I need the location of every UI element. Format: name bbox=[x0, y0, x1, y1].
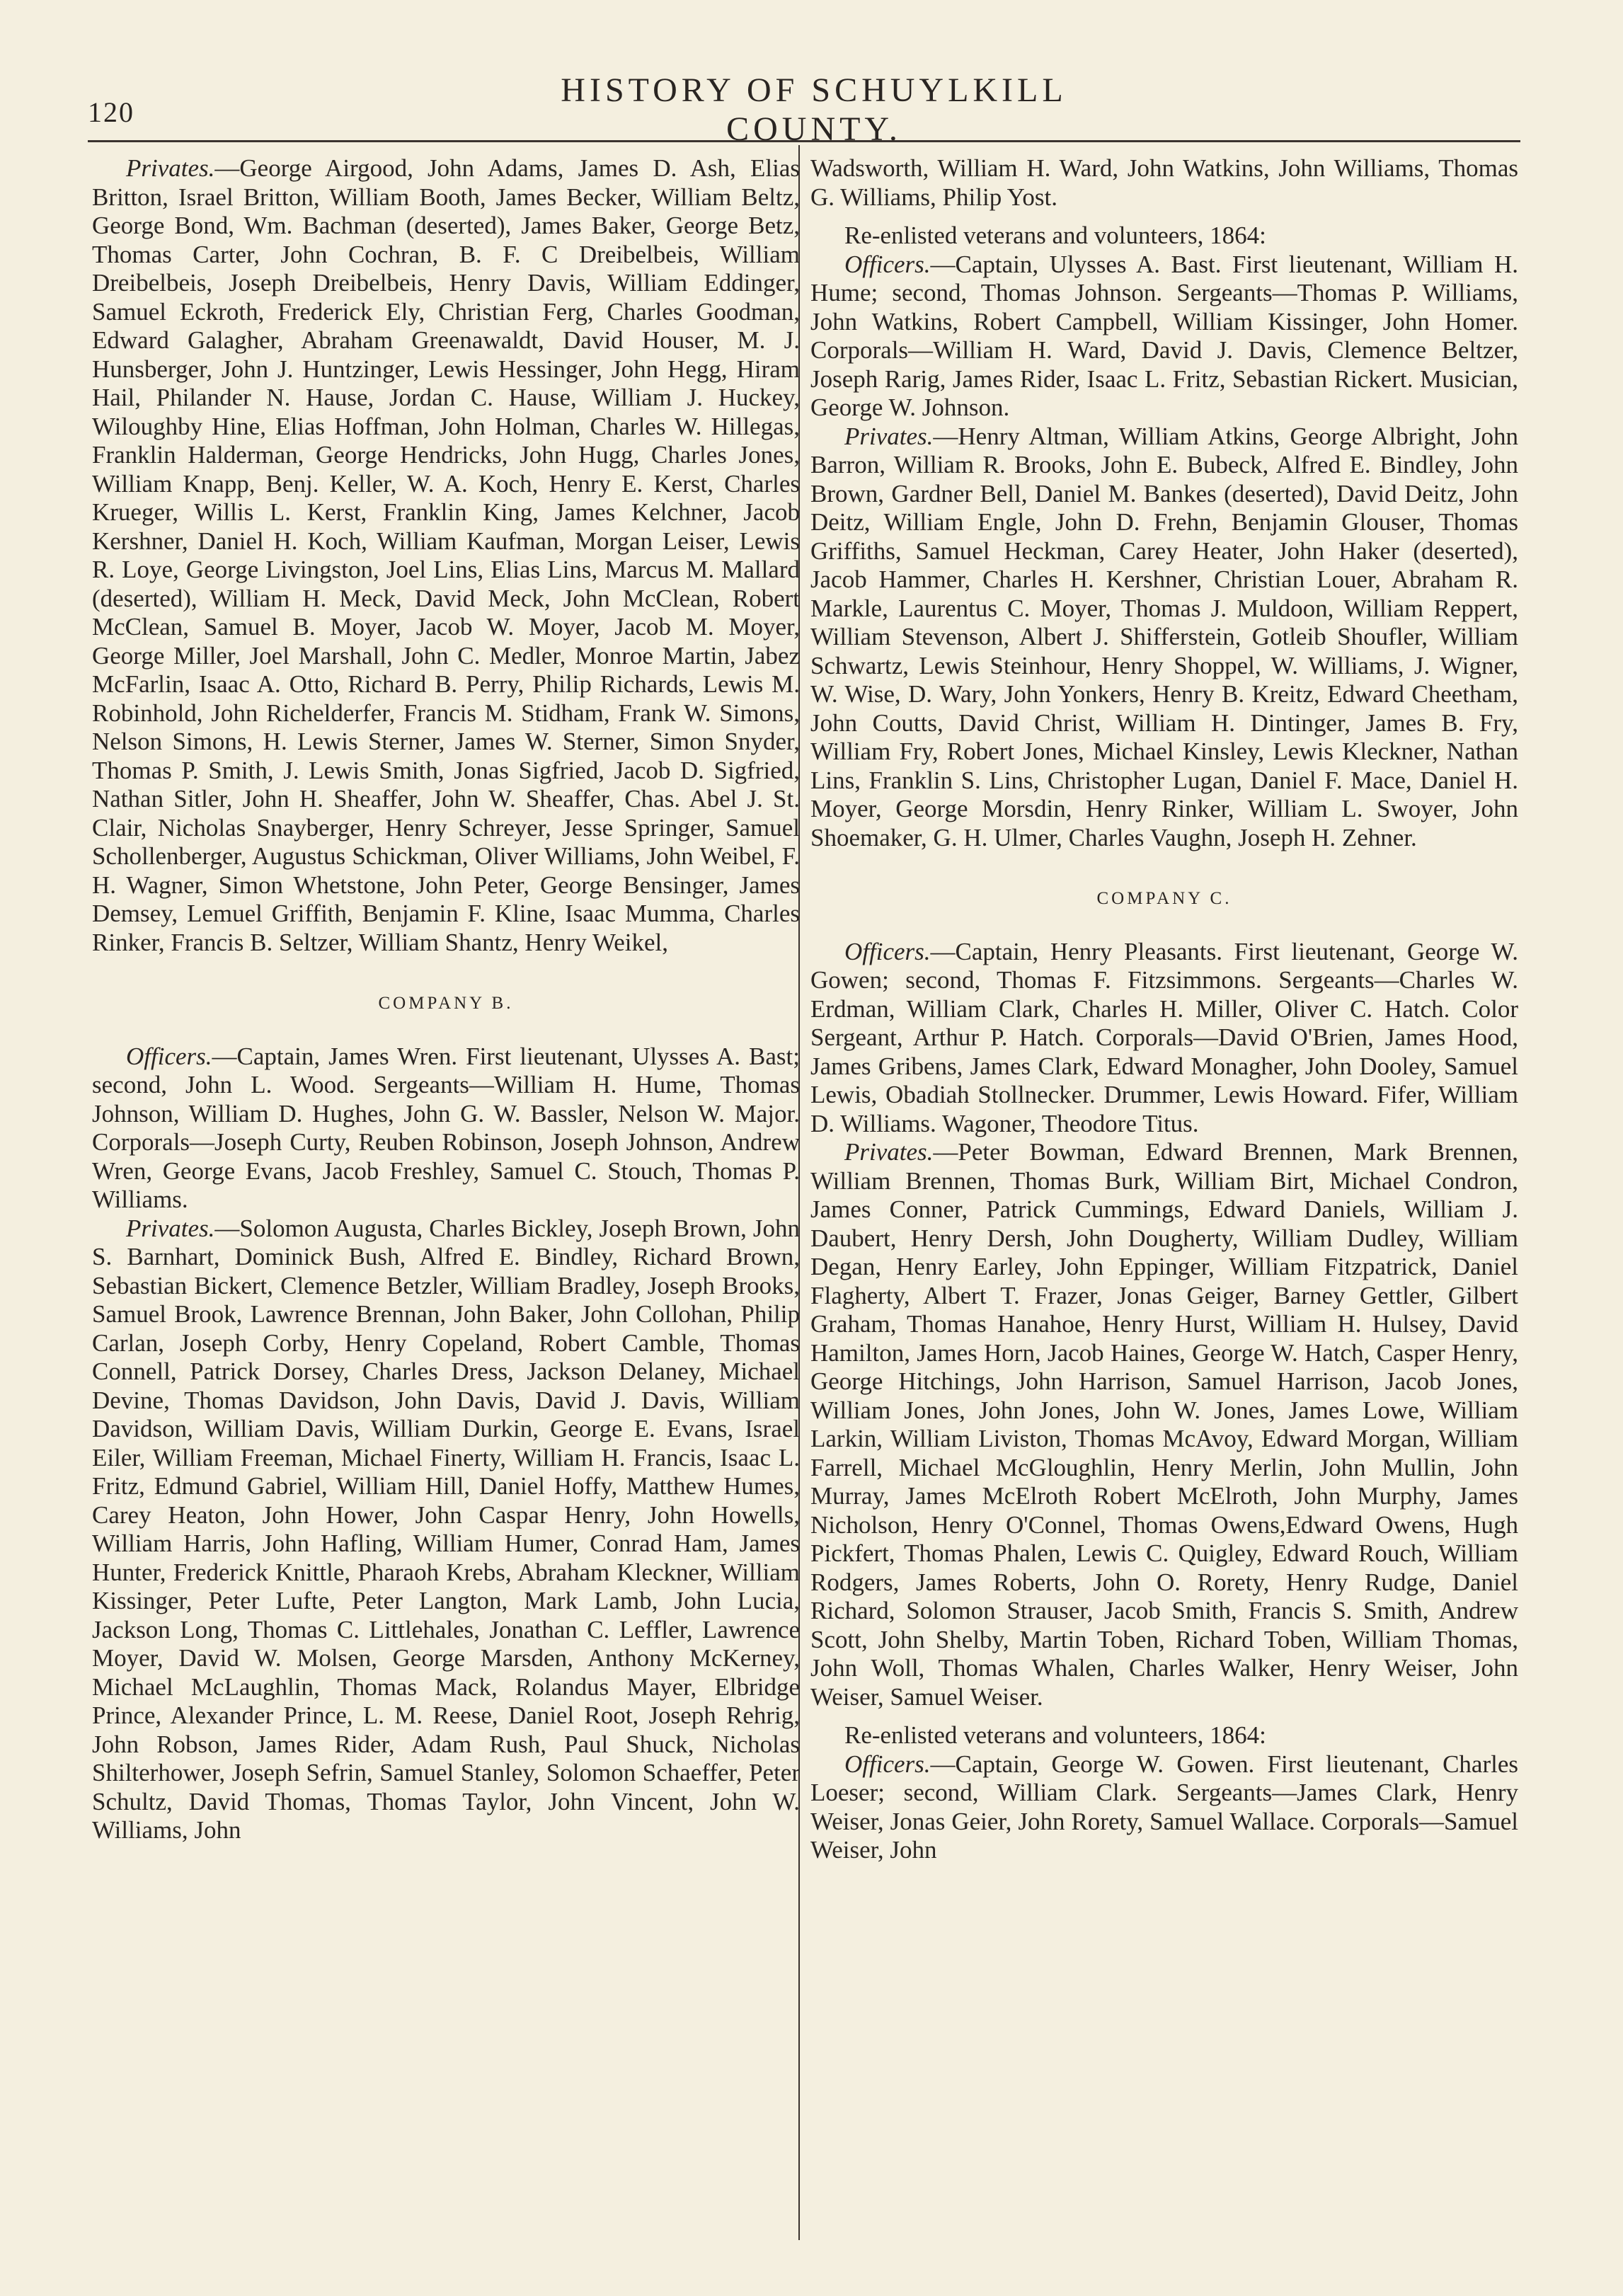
header-rule bbox=[88, 140, 1520, 142]
reenlisted-b-officers bbox=[810, 251, 1518, 423]
officers-text: —Captain, Henry Pleasants. First lieutenant, George W. Gowen; second, Thomas F. Fitzsimmons. Sergeants—Charles W. Erdman, William Clark, Charles H. Miller, Oliver C. Hatch. Color Sergeant, Arthur P. Hatch. Corporals—David O'Brien, James Hood, James Gribens, James Clark, Edward Monagher, John Dooley, Samuel Lewis, Obadiah Stollnecker. Drummer, Lewis Howard. Fifer, William D. Williams. Wagoner, Theodore Titus. bbox=[810, 937, 1518, 1137]
privates-text: —Peter Bowman, Edward Brennen, Mark Brennen, William Brennen, Thomas Burk, William Birt, Michael Condron, James Conner, Patrick Cummings, Edward Daniels, William J. Daubert, Henry Dersh, John Dougherty, William Dudley, William Degan, Henry Earley, John Eppinger, William Fitzpatrick, Daniel Flagherty, Albert T. Frazer, Jonas Geiger, Barney Gettler, Gilbert Graham, Thomas Hanahoe, Henry Hurst, William H. Hulsey, David Hamilton, James Horn, Jacob Haines, George W. Hatch, Casper Henry, George Hitchings, John Harrison, Samuel Harrison, Jacob Jones, William Jones, John Jones, John W. Jones, James Lowe, William Larkin, William Liviston, Thomas McAvoy, Edward Morgan, William Farrell, Michael McGloughlin, Henry Merlin, John Mullin, John Murray, James McElroth Robert McElroth, John Murphy, James Nicholson, Henry O'Connel, Thomas Owens,Edward Owens, Hugh Pickfert, Thomas Phalen, Lewis C. Quigley, Edward Rouch, William Rodgers, James Roberts, John O. Rorety, Henry Rudge, Daniel Richard, Solomon Strauser, Jacob Smith, Francis S. Smith, Andrew Scott, John Shelby, Martin Toben, Richard Toben, William Thomas, John Woll, Thomas Whalen, Charles Walker, Henry Weiser, John Weiser, Samuel Weiser. bbox=[810, 1138, 1518, 1711]
reenlisted-b-intro: Re-enlisted veterans and volunteers, 1864: bbox=[844, 222, 1266, 249]
privates-text: —Solomon Augusta, Charles Bickley, Joseph Brown, John S. Barnhart, Dominick Bush, Alfred E. Bindley, Richard Brown, Sebastian Bickert, Clemence Betzler, William Bradley, Joseph Brooks, Samuel Brook, Lawrence Brennan, John Baker, John Collohan, Philip Carlan, Joseph Corby, Henry Copeland, Robert Camble, Thomas Connell, Patrick Dorsey, Charles Dress, Jackson Delaney, Michael Devine, Thomas Davidson, John Davis, David J. Davis, William Davidson, William Davis, William Durkin, George E. Evans, Israel Eiler, William Freeman, Michael Finerty, William H. Francis, Isaac L. Fritz, Edmund Gabriel, William Hill, Daniel Hoffy, Matthew Humes, Carey Heaton, John Hower, John Caspar Henry, John Howells, William Harris, John Hafling, William Humer, Conrad Ham, James Hunter, Frederick Knittle, Pharaoh Krebs, Abraham Kleckner, William Kissinger, Peter Lufte, Peter Langton, Mark Lamb, John Lucia, Jackson Long, Thomas C. Littlehales, Jonathan C. Leffler, Lawrence Moyer, David W. Molsen, George Marsden, Anthony McKerney, Michael McLaughlin, Thomas Mack, Rolandus Mayer, Elbridge Prince, Alexander Prince, L. M. Reese, Daniel Root, Joseph Rehrig, John Robson, James Rider, Adam Rush, Paul Shuck, Nicholas Shilterhower, Joseph Sefrin, Samuel Stanley, Solomon Schaeffer, Peter Schultz, David Thomas, Thomas Taylor, John Vincent, John W. Williams, John bbox=[92, 1214, 800, 1844]
reenlisted-c-intro: Re-enlisted veterans and volunteers, 1864: bbox=[844, 1721, 1266, 1749]
privates-lead: Privates. bbox=[844, 422, 934, 450]
privates-text: —Henry Altman, William Atkins, George Albright, John Barron, William R. Brooks, John E. Bubeck, Alfred E. Bindley, John Brown, Gardner Bell, Daniel M. Bankes (deserted), David Deitz, John Deitz, William Engle, John D. Frehn, Benjamin Glouser, Thomas Griffiths, Samuel Heckman, Carey Heater, John Haker (deserted), Jacob Hammer, Charles H. Kershner, Christian Louer, Abraham R. Markle, Laurentus C. Moyer, Thomas J. Muldoon, William Reppert, William Stevenson, Albert J. Shifferstein, Gotleib Shoufler, William Schwartz, Lewis Steinhour, Henry Shoppel, W. Williams, J. Wigner, W. Wise, D. Wary, John Yonkers, Henry B. Kreitz, Edward Cheetham, John Coutts, David Christ, William H. Dintinger, James B. Fry, William Fry, Robert Jones, Michael Kinsley, Lewis Kleckner, Nathan Lins, Franklin S. Lins, Christopher Lugan, Daniel F. Mace, Daniel H. Moyer, George Morsdin, Henry Rinker, William L. Swoyer, John Shoemaker, G. H. Ulmer, Charles Vaughn, Joseph H. Zehner. bbox=[810, 422, 1518, 851]
reenlisted-b-privates bbox=[810, 423, 1518, 853]
continuation-text: Wadsworth, William H. Ward, John Watkins, John Williams, Thomas G. Williams, Philip Yost. bbox=[810, 154, 1518, 211]
privates-lead: Privates. bbox=[126, 1214, 215, 1242]
page-number: 120 bbox=[88, 96, 134, 128]
right-column bbox=[810, 154, 1518, 1865]
officers-text: —Captain, Ulysses A. Bast. First lieutenant, William H. Hume; second, Thomas Johnson. Sergeants—Thomas P. Williams, John Watkins, Robert Campbell, William Kissinger, John Homer. Corporals—William H. Ward, David J. Davis, Clemence Beltzer, Joseph Rarig, James Rider, Isaac L. Fritz, Sebastian Rickert. Musician, George W. Johnson. bbox=[810, 250, 1518, 421]
privates-text: —George Airgood, John Adams, James D. Ash, Elias Britton, Israel Britton, William Booth, James Becker, William Beltz, George Bond, Wm. Bachman (deserted), James Baker, George Betz, Thomas Carter, John Cochran, B. F. C Dreibelbeis, William Dreibelbeis, Joseph Dreibelbeis, Henry Davis, William Eddinger, Samuel Eckroth, Frederick Ely, Christian Ferg, Charles Goodman, Edward Galagher, Abraham Greenawaldt, David Houser, M. J. Hunsberger, John J. Huntzinger, Lewis Hessinger, John Hegg, Hiram Hail, Philander N. Hause, Jordan C. Hause, William J. Huckey, Wiloughby Hine, Elias Hoffman, John Holman, Charles W. Hillegas, Franklin Halderman, George Hendricks, John Hugg, Charles Jones, William Knapp, Benj. Keller, W. A. Koch, Henry E. Kerst, Charles Krueger, Willis L. Kerst, Franklin King, James Kelchner, Jacob Kershner, Daniel H. Koch, William Kaufman, Morgan Leiser, Lewis R. Loye, George Livingston, Joel Lins, Elias Lins, Marcus M. Mallard (deserted), William H. Meck, David Meck, John McClean, Robert McClean, Samuel B. Moyer, Jacob W. Moyer, Jacob M. Moyer, George Miller, Joel Marshall, John C. Medler, Monroe Martin, Jabez McFarlin, Isaac A. Otto, Richard B. Perry, Philip Richards, Lewis M. Robinhold, John Richelderfer, Francis M. Stidham, Frank W. Simons, Nelson Simons, H. Lewis Sterner, James W. Sterner, Simon Snyder, Thomas P. Smith, J. Lewis Smith, Jonas Sigfried, Jacob D. Sigfried, Nathan Sitler, John H. Sheaffer, John W. Sheaffer, Chas. Abel J. St. Clair, Nicholas Snayberger, Henry Schreyer, Jesse Springer, Samuel Schollenberger, Augustus Schickman, Oliver Williams, John Weibel, F. H. Wagner, Simon Whetstone, John Peter, George Bensinger, James Demsey, Lemuel Griffith, Benjamin F. Kline, Isaac Mumma, Charles Rinker, Francis B. Seltzer, William Shantz, Henry Weikel, bbox=[92, 154, 800, 956]
company-c-privates bbox=[810, 1138, 1518, 1711]
officers-lead: Officers. bbox=[844, 250, 931, 278]
officers-lead: Officers. bbox=[126, 1042, 212, 1070]
company-b-heading: COMPANY B. bbox=[378, 994, 514, 1013]
officers-text: —Captain, George W. Gowen. First lieutenant, Charles Loeser; second, William Clark. Sergeants—James Clark, Henry Weiser, Jonas Geier, John Rorety, Samuel Wallace. Corporals—Samuel Weiser, John bbox=[810, 1750, 1518, 1864]
running-head: HISTORY OF SCHUYLKILL COUNTY. bbox=[561, 71, 1067, 148]
officers-lead: Officers. bbox=[844, 937, 931, 965]
company-b-privates bbox=[92, 1215, 800, 1845]
company-b-officers bbox=[92, 1043, 800, 1215]
company-a-privates bbox=[92, 154, 800, 957]
company-c-officers bbox=[810, 938, 1518, 1139]
left-column bbox=[92, 154, 800, 1845]
privates-lead: Privates. bbox=[844, 1138, 934, 1166]
company-c-heading: COMPANY C. bbox=[1096, 889, 1232, 908]
officers-text: —Captain, James Wren. First lieutenant, Ulysses A. Bast; second, John L. Wood. Sergeants—William H. Hume, Thomas Johnson, William D. Hughes, John G. W. Bassler, Nelson W. Major. Corporals—Joseph Curty, Reuben Robinson, Joseph Johnson, Andrew Wren, George Evans, Jacob Freshley, Samuel C. Stouch, Thomas P. Williams. bbox=[92, 1042, 800, 1213]
officers-lead: Officers. bbox=[844, 1750, 931, 1778]
reenlisted-c-officers bbox=[810, 1750, 1518, 1865]
privates-lead: Privates. bbox=[126, 154, 215, 182]
